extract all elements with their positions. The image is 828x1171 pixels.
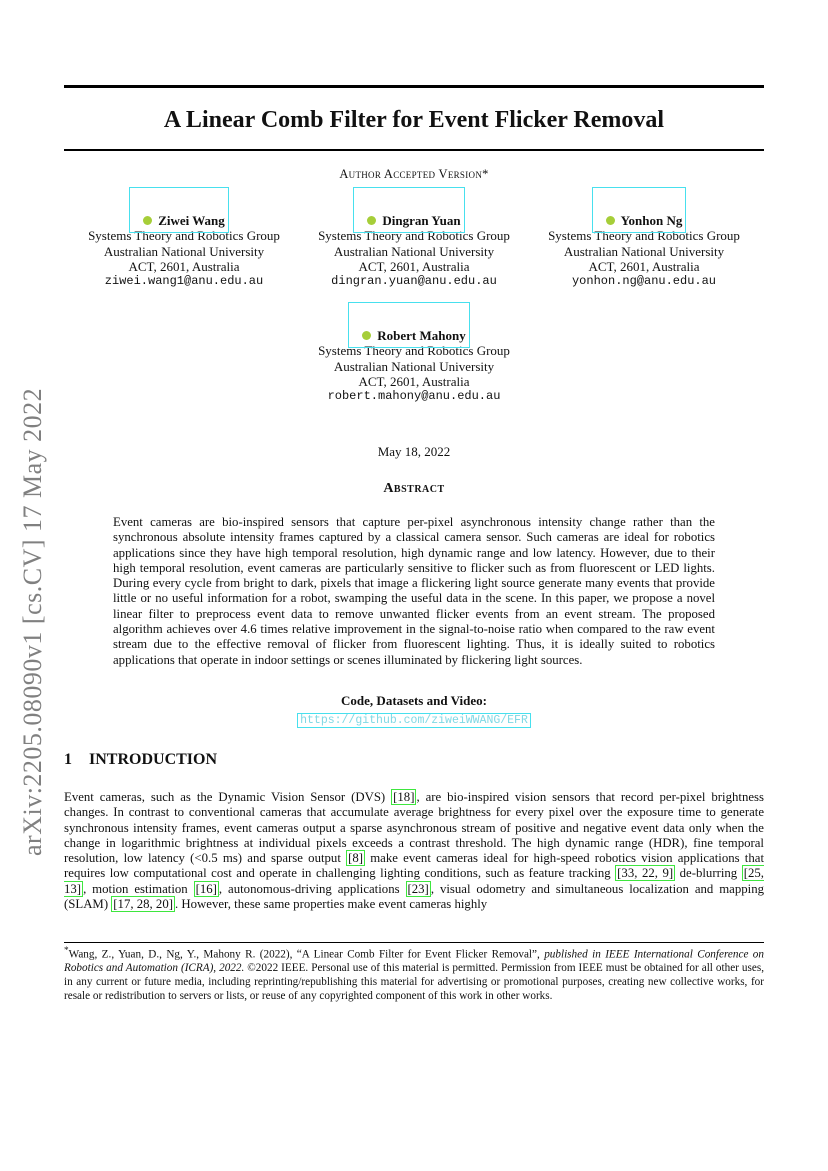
paper-title: A Linear Comb Filter for Event Flicker Removal [163,107,665,133]
intro-text: , autonomous-driving applications [218,881,406,896]
citation-link[interactable]: [8] [348,851,364,866]
author-block [294,328,534,404]
citation-link[interactable]: [23] [407,881,429,896]
footnote-venue: published in IEEE International Conference on Robotics and Automation (ICRA), 2022. [64,948,764,975]
author-address: ACT, 2601, Australia [358,258,470,274]
author-name-link[interactable]: Yonhon Ng [606,213,683,228]
author-email: ziwei.wang1@anu.edu.au [104,274,264,289]
author-address: ACT, 2601, Australia [588,258,700,274]
intro-text: , motion estimation [83,881,194,896]
citation-link[interactable]: [17, 28, 20] [113,897,173,912]
section-title: INTRODUCTION [89,751,218,768]
author-address: ACT, 2601, Australia [358,373,470,389]
arxiv-stamp: arXiv:2205.08090v1 [cs.CV] 17 May 2022 [18,387,47,856]
author-affiliation: Systems Theory and Robotics Group [318,343,510,359]
citation-link[interactable]: [18] [393,790,415,804]
footnote [64,945,764,1003]
author-name-link[interactable]: Robert Mahony [362,328,465,343]
abstract-text: Event cameras are bio-inspired sensors that capture per-pixel asynchronous intensity change rather than the synchronous absolute intensity frames captured by a classical camera sensor. Such cameras are ideal for robotics applications since they have high temporal resolution, high dynamic range and low latency. However, due to their high temporal resolution, event cameras are particularly sensitive to flicker such as from fluorescent or LED lights. During every cycle from bright to dark, pixels that image a flickering light source generate many events that provide little or no useful information for a robot, swamping the useful data in the scene. In this paper, we propose a novel linear filter to preprocess event data to remove unwanted flicker events from an event stream. The proposed algorithm achieves over 4.6 times relative improvement in the signal-to-noise ratio when compared to the raw event stream due to the effective removal of flicker from fluorescent lighting. Thus, it is ideally suited to robotics applications that operate in indoor settings or scenes illuminated by flickering light sources. [113,515,715,667]
footnote-text: ©2022 IEEE. Personal use of this material is permitted. Permission from IEEE must be obtained for all other uses, in any current or future media, including reprinting/republishing this material for advertising or promotional purposes, creating new collective works, for resale or redistribution to servers or lists, or reuse of any copyrighted component of this work in other works. [64,962,764,1002]
paper-date: May 18, 2022 [377,444,451,459]
author-email: dingran.yuan@anu.edu.au [331,274,497,289]
author-university: Australian National University [333,358,495,374]
citation-link[interactable]: [33, 22, 9] [617,866,674,881]
author-name-link[interactable]: Ziwei Wang [143,213,225,228]
intro-text: , are bio-inspired vision sensors that record per-pixel brightness changes. In contrast to conventional cameras that accumulate average brightness for every pixel over the exposure time to generate synchronous intensity frames, event cameras output a sparse asynchronous stream of positive and negative event data only when the change in logarithmic brightness at individual pixels exceeds a contrast threshold. The high dynamic range (HDR), fine temporal resolution, low latency (<0.5 ms) and sparse output [64,790,764,866]
section-number: 1 [64,751,72,768]
footnote-text: Wang, Z., Yuan, D., Ng, Y., Mahony R. (2022), “A Linear Comb Filter for Event Flicker Removal”, [68,948,545,961]
author-email: robert.mahony@anu.edu.au [327,389,501,404]
section-heading [64,751,217,769]
intro-text: . However, these same properties make event cameras highly [175,897,488,912]
author-affiliation: Systems Theory and Robotics Group [548,228,740,244]
title-rule [64,149,764,151]
code-link[interactable]: https://github.com/ziweiWWANG/EFR [297,713,531,728]
abstract-heading: Abstract [383,481,445,496]
footnote-rule [64,942,764,943]
author-email: yonhon.ng@anu.edu.au [571,274,717,289]
top-rule [64,85,764,88]
intro-text: make event cameras ideal for high-speed robotics vision applications that requires low computational cost and operate in challenging lighting conditions, such as feature tracking [64,851,764,881]
author-address: ACT, 2601, Australia [128,258,240,274]
author-affiliation: Systems Theory and Robotics Group [88,228,280,244]
author-block [64,213,304,289]
author-university: Australian National University [103,243,265,259]
version-label: Author Accepted Version* [339,167,489,181]
code-heading: Code, Datasets and Video: [341,693,487,708]
intro-paragraph [64,790,764,912]
author-university: Australian National University [333,243,495,259]
intro-text: , visual odometry and simultaneous localization and mapping (SLAM) [64,881,765,912]
author-block [294,213,534,289]
citation-link[interactable]: [25, 13] [64,866,764,896]
author-affiliation: Systems Theory and Robotics Group [318,228,510,244]
intro-text: de-blurring [675,866,742,881]
author-block [524,213,764,289]
intro-text: Event cameras, such as the Dynamic Vision Sensor (DVS) [64,790,392,804]
author-university: Australian National University [563,243,725,259]
citation-link[interactable]: [16] [195,881,217,896]
footnote-mark: * [64,946,69,956]
author-name-link[interactable]: Dingran Yuan [367,213,460,228]
